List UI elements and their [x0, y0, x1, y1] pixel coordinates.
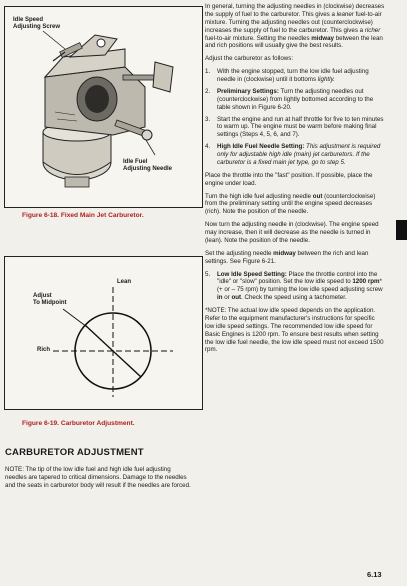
text: Turn the adjusting needles out (counterclockwise) from lightly bottomed according to the table shown in Figure 6-20.	[217, 87, 374, 111]
emphasis-leaner: leaner	[336, 10, 354, 18]
step-number: 1.	[205, 68, 211, 76]
step-number: 4.	[205, 143, 211, 151]
paragraph-throttle: Place the throttle into the "fast" position. If possible, place the engine under load.	[205, 171, 373, 187]
paragraph-midway	[205, 250, 385, 266]
step-4	[205, 143, 385, 167]
figure-6-19	[4, 256, 203, 410]
needle-note: NOTE: The tip of the low idle fuel and high idle fuel adjusting needles are tapered to critical dimensions. Damage to the needles and the seats in carburetor body will result if the needles are forced.	[5, 466, 191, 489]
step-body	[217, 88, 385, 112]
figure-6-18-caption: Figure 6-18. Fixed Main Jet Carburetor.	[22, 212, 144, 219]
text: fuel-to-air mixture. Turning the adjusting needles out (counterclockwise) increases the supply of fuel to the carburetor. This gives a	[205, 10, 382, 34]
text: In general, turning the adjusting needles in (clockwise) decreases the supply of fuel to the carburetor. This gives a	[205, 3, 385, 18]
steps-list-b	[205, 271, 385, 303]
adjust-midpoint-label: Adjust To Midpoint	[33, 293, 67, 306]
emphasis-richer: richer	[364, 26, 381, 34]
section-tab-marker	[396, 220, 407, 240]
idle-speed-screw-label: Idle Speed Adjusting Screw	[13, 17, 61, 30]
step-body	[217, 68, 385, 84]
footnote: *NOTE: The actual low idle speed depends on the application. Refer to the equipment manufacturer's instructions for specific low idle speed settings. The recommended low idle speed for Basic Engines is 1200 rpm. To ensure best results when setting the low idle fuel needle, the low idle speed must not exceed 1500 rpm.	[205, 307, 384, 354]
step-body	[217, 271, 385, 303]
text: between the rich and lean settings. See Figure 6-21.	[205, 249, 369, 265]
text: . Check the speed using a tachometer.	[241, 294, 347, 302]
section-heading: CARBURETOR ADJUSTMENT	[5, 447, 144, 458]
lean-label: Lean	[117, 279, 132, 285]
step-number: 3.	[205, 115, 211, 123]
rich-label: Rich	[37, 347, 51, 353]
step-number: 5.	[205, 270, 211, 278]
step-1	[205, 68, 385, 84]
paragraph-intro	[205, 3, 385, 50]
figure-6-19-caption: Figure 6-19. Carburetor Adjustment.	[22, 420, 135, 427]
text: or	[222, 294, 232, 302]
text: fuel-to-air mixture. Setting the needles	[205, 34, 312, 42]
text: (counterclockwise) from the preliminary setting until the engine speed decreases (rich). Note the position of the needle.	[205, 192, 376, 216]
text: between the lean and rich positions will usually give the best results.	[205, 34, 383, 50]
page-number: 6.13	[367, 570, 382, 579]
idle-fuel-needle-label: Idle Fuel Adjusting Needle	[123, 159, 173, 172]
carburetor-illustration	[5, 7, 202, 207]
text: With the engine stopped, turn the low idle fuel adjusting needle in (clockwise) until it bottoms	[217, 68, 369, 83]
text: * (+ or – 75 rpm) by turning the low idle speed adjusting screw	[217, 278, 383, 294]
paragraph-turn-in: Now turn the adjusting needle in (clockwise). The engine speed may increase, then it will decrease as the needle is turned in (lean). Note the position of the needle.	[205, 221, 379, 244]
text: This adjustment is required only for adjustable high idle (main) jet carburetors. If the carburetor is a fixed main jet type, go to step 5.	[217, 143, 381, 166]
step-title: Preliminary Settings:	[217, 87, 279, 95]
emphasis-out: out	[231, 294, 242, 302]
text: Place the throttle control into the "idle" or "slow" position. Set the low idle speed to	[217, 270, 378, 286]
emphasis-midway: midway	[311, 34, 334, 42]
emphasis-in: in	[217, 294, 223, 302]
adjustment-dial-diagram	[5, 257, 202, 409]
right-column	[205, 3, 385, 359]
step-number: 2.	[205, 87, 211, 95]
paragraph-turn-out	[205, 193, 385, 217]
step-body	[217, 143, 385, 167]
emphasis-lightly: lightly.	[317, 76, 335, 83]
steps-list-a	[205, 68, 385, 167]
figure-6-18	[4, 6, 203, 208]
step-title: Low Idle Speed Setting:	[217, 270, 287, 278]
text: Set the adjusting needle	[205, 249, 274, 257]
step-body: Start the engine and run at half throttle for five to ten minutes to warm up. The engine must be warm before making final settings (Steps 4, 5, 6, and 7).	[217, 115, 384, 139]
step-2	[205, 88, 385, 112]
step-5	[205, 271, 385, 303]
emphasis-midway: midway	[273, 249, 296, 257]
step-3	[205, 116, 385, 140]
text: Turn the high idle fuel adjusting needle	[205, 192, 313, 200]
emphasis-out: out	[312, 192, 323, 200]
emphasis-rpm: 1200 rpm	[352, 278, 380, 286]
step-title: High Idle Fuel Needle Setting:	[217, 143, 305, 151]
paragraph-adjust: Adjust the carburetor as follows:	[205, 55, 294, 63]
